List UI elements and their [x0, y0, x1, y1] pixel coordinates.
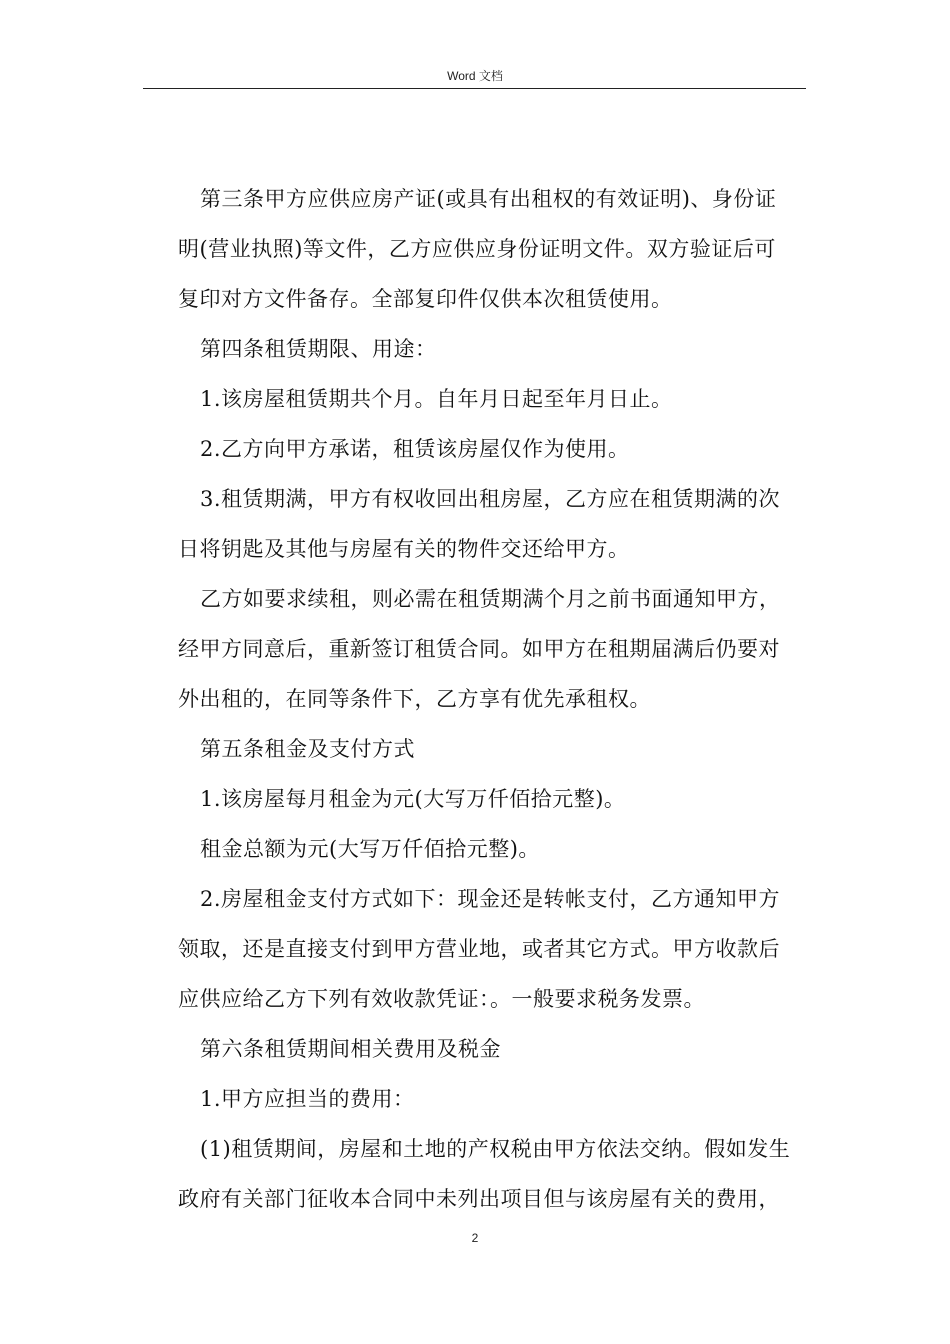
body-line: 复印对方文件备存。全部复印件仅供本次租赁使用。: [178, 287, 673, 311]
body-line: 经甲方同意后，重新签订租赁合同。如甲方在租期届满后仍要对: [178, 637, 780, 661]
body-line: 应供应给乙方下列有效收款凭证：。一般要求税务发票。: [178, 987, 705, 1011]
section-heading: 第六条租赁期间相关费用及税金: [200, 1037, 501, 1061]
header-divider: [143, 88, 806, 89]
body-line: (1)租赁期间，房屋和土地的产权税由甲方依法交纳。假如发生: [200, 1137, 791, 1161]
page-number: 2: [471, 1231, 479, 1245]
body-line: 1.甲方应担当的费用：: [200, 1087, 415, 1111]
body-line: 租金总额为元(大写万仟佰拾元整)。: [200, 837, 540, 861]
body-line: 1.该房屋租赁期共个月。自年月日起至年月日止。: [200, 387, 673, 411]
body-line: 政府有关部门征收本合同中未列出项目但与该房屋有关的费用，: [178, 1187, 780, 1211]
section-heading: 第四条租赁期限、用途：: [200, 337, 437, 361]
body-line: 第三条甲方应供应房产证(或具有出租权的有效证明)、身份证: [200, 187, 777, 211]
body-line: 2.房屋租金支付方式如下：现金还是转帐支付，乙方通知甲方: [200, 887, 781, 911]
body-line: 领取，还是直接支付到甲方营业地，或者其它方式。甲方收款后: [178, 937, 780, 961]
body-line: 1.该房屋每月租金为元(大写万仟佰拾元整)。: [200, 787, 626, 811]
document-body: [178, 174, 806, 1224]
page-header: Word 文档: [447, 69, 503, 83]
body-line: 日将钥匙及其他与房屋有关的物件交还给甲方。: [178, 537, 630, 561]
body-line: 乙方如要求续租，则必需在租赁期满个月之前书面通知甲方，: [200, 587, 781, 611]
section-heading: 第五条租金及支付方式: [200, 737, 415, 761]
body-line: 明(营业执照)等文件，乙方应供应身份证明文件。双方验证后可: [178, 237, 776, 261]
body-line: 3.租赁期满，甲方有权收回出租房屋，乙方应在租赁期满的次: [200, 487, 781, 511]
body-line: 2.乙方向甲方承诺，租赁该房屋仅作为使用。: [200, 437, 630, 461]
body-line: 外出租的，在同等条件下，乙方享有优先承租权。: [178, 687, 651, 711]
